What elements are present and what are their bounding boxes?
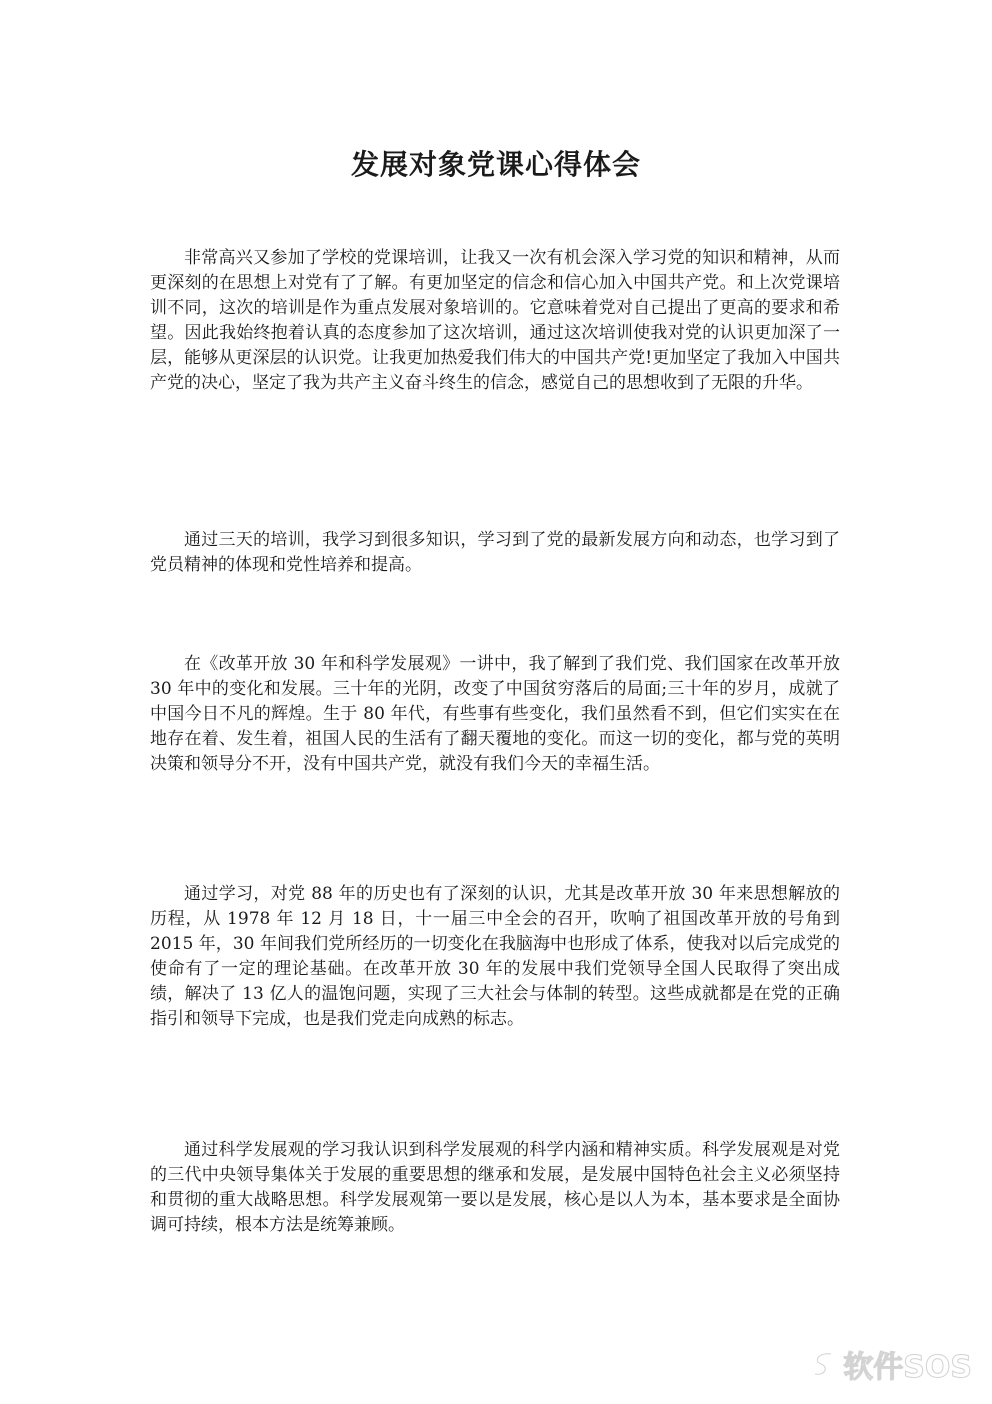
paragraph-4: 通过学习，对党 88 年的历史也有了深刻的认识，尤其是改革开放 30 年来思想解放的历程，从 1978 年 12 月 18 日，十一届三中全会的召开，吹响了祖国改革开放的号角到 2015 年，30 年间我们党所经历的一切变化在我脑海中也形成了体系，使我对以后完成党的使命有了一定的理论基础。在改革开放 30 年的发展中我们党领导全国人民取得了突出成绩，解决了 13 亿人的温饱问题，实现了三大社会与体制的转型。这些成就都是在党的正确指引和领导下完成，也是我们党走向成熟的标志。 — [150, 884, 840, 1029]
paragraph-1: 非常高兴又参加了学校的党课培训，让我又一次有机会深入学习党的知识和精神，从而更深刻的在思想上对党有了了解。有更加坚定的信念和信心加入中国共产党。和上次党课培训不同，这次的培训是作为重点发展对象培训的。它意味着党对自己提出了更高的要求和希望。因此我始终抱着认真的态度参加了这次培训，通过这次培训使我对党的认识更加深了一层，能够从更深层的认识党。让我更加热爱我们伟大的中国共产党!更加坚定了我加入中国共产党的决心，坚定了我为共产主义奋斗终生的信念，感觉自己的思想收到了无限的升华。 — [150, 248, 840, 393]
paragraph-2: 通过三天的培训，我学习到很多知识，学习到了党的最新发展方向和动态，也学习到了党员精神的体现和党性培养和提高。 — [150, 530, 840, 575]
document-title: 发展对象党课心得体会 — [350, 147, 641, 181]
swirl-logo-icon — [809, 1349, 839, 1379]
paragraph-3: 在《改革开放 30 年和科学发展观》一讲中，我了解到了我们党、我们国家在改革开放 30 年中的变化和发展。三十年的光阴，改变了中国贫穷落后的局面;三十年的岁月，成就了中国今日不凡的辉煌。生于 80 年代，有些事有些变化，我们虽然看不到，但它们实实在在地存在着、发生着，祖国人民的生活有了翻天覆地的变化。而这一切的变化，都与党的英明决策和领导分不开，没有中国共产党，就没有我们今天的幸福生活。 — [150, 654, 840, 774]
watermark — [809, 1342, 972, 1386]
watermark-text: 软件SOS — [843, 1350, 972, 1385]
paragraph-5: 通过科学发展观的学习我认识到科学发展观的科学内涵和精神实质。科学发展观是对党的三代中央领导集体关于发展的重要思想的继承和发展，是发展中国特色社会主义必须坚持和贯彻的重大战略思想。科学发展观第一要以是发展，核心是以人为本，基本要求是全面协调可持续，根本方法是统筹兼顾。 — [150, 1140, 840, 1235]
